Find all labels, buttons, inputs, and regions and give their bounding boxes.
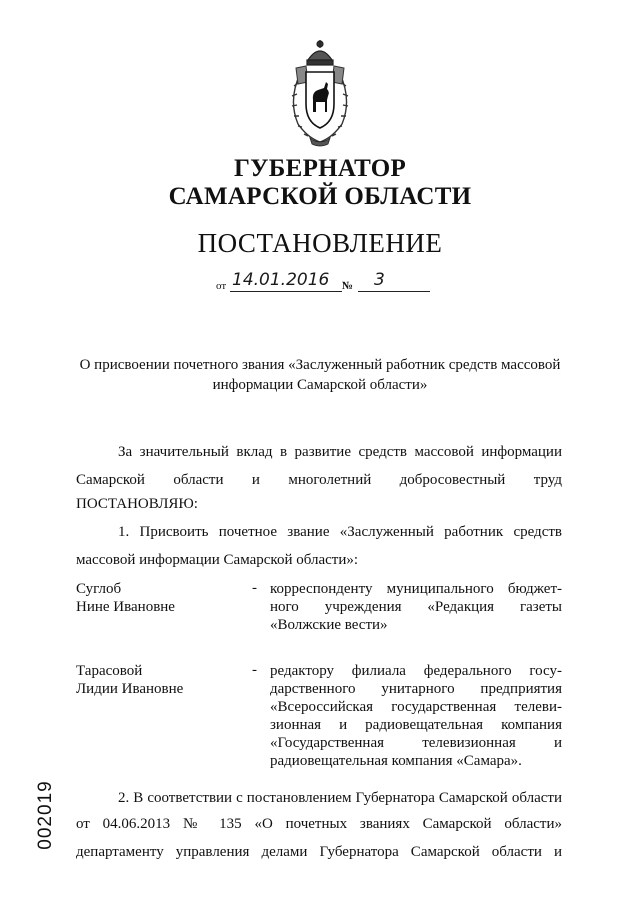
position-line: радиовещательная компания «Самара». [270, 753, 522, 769]
intro-line2: Самарской области и многолетний добросовестный труд [76, 472, 562, 488]
awardee-2-position [270, 662, 562, 770]
issuer-title-line2: САМАРСКОЙ ОБЛАСТИ [168, 183, 472, 210]
intro-line1: За значительный вклад в развитие средств массовой информации [118, 444, 562, 460]
awardee-1-name-block [76, 580, 246, 616]
awardee-surname: Суглоб [76, 581, 122, 597]
awardee-2-dash: - [252, 662, 257, 678]
position-line: зионная и радиовещательная компания [270, 717, 562, 733]
coat-of-arms-icon [286, 38, 354, 150]
awardee-2-name-block [76, 662, 246, 698]
registration-number-stamp [16, 770, 76, 860]
position-line: корреспонденту муниципального бюджет- [270, 581, 562, 597]
issuer-title-line1: ГУБЕРНАТОР [233, 155, 407, 182]
position-line: «Всероссийская государственная телеви- [270, 699, 562, 715]
date-value: 14.01.2016 [232, 270, 330, 290]
document-type-title: ПОСТАНОВЛЕНИЕ [197, 228, 443, 258]
date-underline [230, 291, 342, 292]
position-line: «Государственная телевизионная и [270, 735, 562, 751]
number-prefix: № [342, 280, 354, 292]
awardee-given-name: Нине Ивановне [76, 599, 175, 615]
position-line: «Волжские вести» [270, 617, 388, 633]
position-line: редактору филиала федерального госу- [270, 663, 562, 679]
item2-line3: департаменту управления делами Губернатора Самарской области и [76, 844, 562, 860]
stamp-number: 002019 [35, 780, 56, 850]
date-prefix: от [216, 280, 227, 292]
item1-line1: 1. Присвоить почетное звание «Заслуженный работник средств [118, 524, 562, 540]
subject-line1: О присвоении почетного звания «Заслуженный работник средств массовой [79, 357, 561, 373]
awardee-given-name: Лидии Ивановне [76, 681, 184, 697]
number-value: 3 [374, 270, 385, 290]
item1-line2: массовой информации Самарской области»: [76, 552, 359, 568]
awardee-1-dash: - [252, 580, 257, 596]
position-line: ного учреждения «Редакция газеты [270, 599, 562, 615]
subject-line2: информации Самарской области» [212, 377, 428, 393]
item2-line1: 2. В соответствии с постановлением Губернатора Самарской области [118, 790, 562, 806]
date-number-line [214, 272, 434, 298]
decree-word: ПОСТАНОВЛЯЮ: [76, 496, 198, 512]
position-line: дарственного унитарного предприятия [270, 681, 562, 697]
document-subject [70, 355, 570, 395]
awardee-surname: Тарасовой [76, 663, 143, 679]
number-underline [358, 291, 430, 292]
item2-line2: от 04.06.2013 № 135 «О почетных званиях Самарской области» [76, 816, 562, 832]
awardee-1-position [270, 580, 562, 634]
